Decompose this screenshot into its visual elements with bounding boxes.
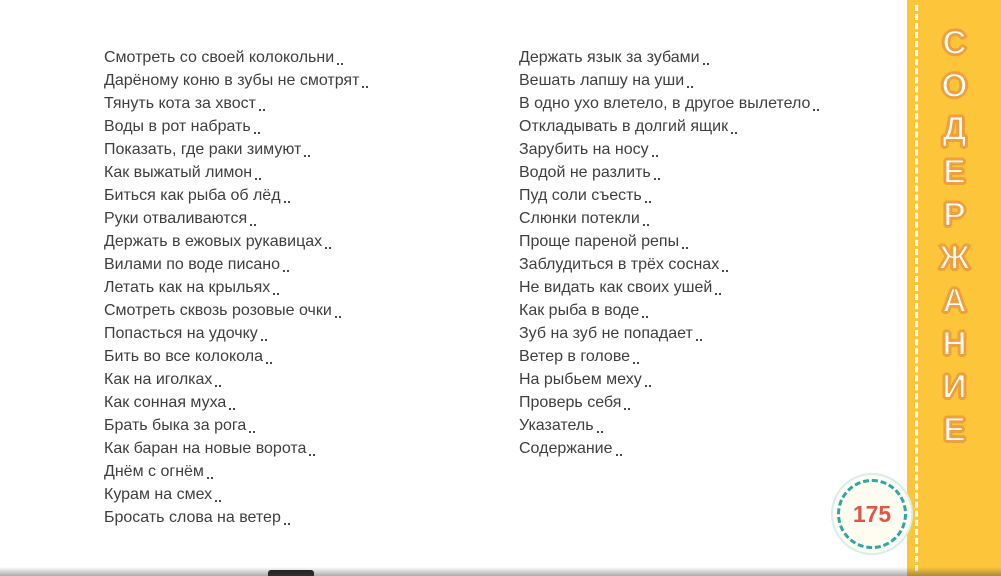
toc-entry bbox=[104, 184, 460, 207]
toc-entry-title: Воды в рот набрать bbox=[104, 118, 251, 135]
toc-entry-page bbox=[293, 506, 460, 529]
dot-leader bbox=[304, 155, 310, 157]
dot-leader bbox=[283, 270, 289, 272]
toc-entry-title: Показать, где раки зимуют bbox=[104, 141, 302, 158]
toc-entry-title: Проверь себя bbox=[519, 394, 622, 411]
dot-leader bbox=[250, 224, 256, 226]
dot-leader bbox=[645, 385, 651, 387]
dot-leader bbox=[259, 109, 265, 111]
dot-leader bbox=[633, 362, 639, 364]
dot-leader bbox=[261, 339, 267, 341]
dot-leader bbox=[337, 63, 343, 65]
toc-entry-title: Вилами по воде писано bbox=[104, 256, 281, 273]
toc-entry-title: Как сонная муха bbox=[104, 394, 227, 411]
toc-entry bbox=[104, 391, 460, 414]
stitch-line bbox=[915, 5, 918, 571]
toc-entry bbox=[519, 207, 859, 230]
toc-entry-title: Биться как рыба об лёд bbox=[104, 187, 281, 204]
toc-entry-page bbox=[258, 414, 460, 437]
toc-entry bbox=[104, 414, 460, 437]
toc-entry bbox=[104, 506, 460, 529]
toc-entry-page bbox=[661, 138, 859, 161]
dot-leader bbox=[215, 385, 221, 387]
dot-leader bbox=[284, 201, 290, 203]
toc-entry bbox=[519, 92, 859, 115]
toc-entry-title: Курам на смех bbox=[104, 486, 213, 503]
toc-entry bbox=[104, 161, 460, 184]
toc-entry-page bbox=[238, 391, 460, 414]
dot-leader bbox=[731, 132, 737, 134]
dot-leader bbox=[813, 109, 819, 111]
toc-entry-title: Зарубить на носу bbox=[519, 141, 649, 158]
toc-entry-page bbox=[691, 230, 859, 253]
dot-leader bbox=[309, 454, 315, 456]
toc-entry-page bbox=[663, 161, 859, 184]
toc-entry bbox=[519, 368, 859, 391]
toc-entry-title: Бить во все колокола bbox=[104, 348, 263, 365]
page-bottom-shadow bbox=[0, 567, 1001, 576]
dot-leader bbox=[652, 155, 658, 157]
toc-entry-page bbox=[216, 460, 460, 483]
toc-entry bbox=[104, 368, 460, 391]
toc-entry-page bbox=[642, 345, 859, 368]
toc-entry-page bbox=[633, 391, 859, 414]
dot-leader bbox=[273, 293, 279, 295]
toc-entry bbox=[104, 276, 460, 299]
dot-leader bbox=[687, 86, 693, 88]
toc-entry bbox=[104, 69, 460, 92]
toc-entry bbox=[104, 207, 460, 230]
toc-entry bbox=[104, 46, 460, 69]
toc-entry-page bbox=[263, 115, 460, 138]
toc-entry bbox=[104, 322, 460, 345]
toc-entry bbox=[519, 322, 859, 345]
dot-leader bbox=[249, 431, 255, 433]
toc-entry-page bbox=[313, 138, 460, 161]
toc-entry bbox=[519, 345, 859, 368]
toc-entry bbox=[519, 437, 859, 460]
toc-entry-title: Содержание bbox=[519, 440, 613, 457]
toc-entry bbox=[104, 115, 460, 138]
dot-leader bbox=[207, 477, 213, 479]
toc-entry-page bbox=[654, 368, 859, 391]
toc-entry bbox=[519, 184, 859, 207]
toc-entry-page bbox=[224, 368, 460, 391]
dot-leader bbox=[645, 201, 651, 203]
toc-entry-title: Как баран на новые ворота bbox=[104, 440, 307, 457]
dot-leader bbox=[682, 247, 688, 249]
toc-entry-page bbox=[652, 207, 859, 230]
toc-entry-title: Дарёному коню в зубы не смотрят bbox=[104, 72, 360, 89]
dot-leader bbox=[643, 224, 649, 226]
toc-entry-title: Пуд соли съесть bbox=[519, 187, 642, 204]
toc-entry bbox=[104, 437, 460, 460]
toc-entry-title: Держать язык за зубами bbox=[519, 49, 700, 66]
toc-entry-page bbox=[731, 253, 859, 276]
toc-entry-page bbox=[334, 230, 460, 253]
toc-entry-title: Заблудиться в трёх соснах bbox=[519, 256, 720, 273]
dot-leader bbox=[335, 316, 341, 318]
dot-leader bbox=[325, 247, 331, 249]
toc-entry bbox=[519, 253, 859, 276]
toc-entry bbox=[519, 138, 859, 161]
toc-entry bbox=[104, 138, 460, 161]
toc-entry-page bbox=[606, 414, 859, 437]
toc-entry-title: Слюнки потекли bbox=[519, 210, 640, 227]
toc-entry-page bbox=[318, 437, 460, 460]
dot-leader bbox=[703, 63, 709, 65]
toc-entry bbox=[104, 345, 460, 368]
toc-entry-title: Бросать слова на ветер bbox=[104, 509, 281, 526]
toc-entry-title: Летать как на крыльях bbox=[104, 279, 271, 296]
toc-entry-page bbox=[270, 322, 460, 345]
toc-entry-title: Зуб на зуб не попадает bbox=[519, 325, 693, 342]
toc-entry-page bbox=[696, 69, 859, 92]
toc-entry-title: Указатель bbox=[519, 417, 594, 434]
toc-entry bbox=[104, 299, 460, 322]
toc-entry-title: Как рыба в воде bbox=[519, 302, 640, 319]
toc-entry-page bbox=[224, 483, 460, 506]
toc-entry bbox=[104, 253, 460, 276]
toc-entry bbox=[519, 391, 859, 414]
dot-leader bbox=[229, 408, 235, 410]
toc-entry-page bbox=[275, 345, 460, 368]
toc-entry-page bbox=[259, 207, 460, 230]
toc-entry bbox=[104, 230, 460, 253]
toc-entry-title: Попасться на удочку bbox=[104, 325, 258, 342]
dot-leader bbox=[266, 362, 272, 364]
toc-entry-page bbox=[344, 299, 460, 322]
toc-entry-page bbox=[282, 276, 460, 299]
toc-entry-title: Вешать лапшу на уши bbox=[519, 72, 685, 89]
dot-leader bbox=[284, 523, 290, 525]
dot-leader bbox=[215, 500, 221, 502]
toc-entry-title: В одно ухо влетело, в другое вылетело bbox=[519, 95, 811, 112]
toc-entry-title: Не видать как своих ушей bbox=[519, 279, 713, 296]
dot-leader bbox=[616, 454, 622, 456]
toc-entry-title: На рыбьем меху bbox=[519, 371, 642, 388]
toc-entry-title: Смотреть сквозь розовые очки bbox=[104, 302, 332, 319]
toc-entry-title: Водой не разлить bbox=[519, 164, 651, 181]
toc-entry-page bbox=[268, 92, 460, 115]
toc-entry-title: Как выжатый лимон bbox=[104, 164, 253, 181]
dot-leader bbox=[624, 408, 630, 410]
dot-leader bbox=[722, 270, 728, 272]
toc-entry bbox=[104, 483, 460, 506]
toc-entry-title: Тянуть кота за хвост bbox=[104, 95, 256, 112]
toc-entry-page bbox=[654, 184, 859, 207]
dot-leader bbox=[715, 293, 721, 295]
toc-entry-title: Проще пареной репы bbox=[519, 233, 680, 250]
toc-entry-title: Смотреть со своей колокольни bbox=[104, 49, 335, 66]
toc-entry-page bbox=[712, 46, 859, 69]
toc-entry bbox=[519, 115, 859, 138]
toc-entry-page bbox=[822, 92, 859, 115]
toc-entry bbox=[519, 414, 859, 437]
dot-leader bbox=[255, 178, 261, 180]
toc-entry-title: Откладывать в долгий ящик bbox=[519, 118, 729, 135]
toc-entry-page bbox=[740, 115, 859, 138]
toc-entry-page bbox=[625, 437, 859, 460]
toc-entry-title: Руки отваливаются bbox=[104, 210, 248, 227]
dot-leader bbox=[597, 431, 603, 433]
chapter-tab bbox=[907, 0, 1001, 576]
toc-column-left bbox=[104, 46, 460, 529]
toc-entry-page bbox=[651, 299, 859, 322]
toc-entry bbox=[519, 299, 859, 322]
toc-entry-title: Ветер в голове bbox=[519, 348, 631, 365]
dot-leader bbox=[254, 132, 260, 134]
toc-entry-page bbox=[292, 253, 460, 276]
toc-entry-page bbox=[346, 46, 460, 69]
toc-entry-title: Брать быка за рога bbox=[104, 417, 247, 434]
toc-entry bbox=[104, 460, 460, 483]
toc-entry bbox=[519, 69, 859, 92]
dot-leader bbox=[696, 339, 702, 341]
toc-entry-page bbox=[264, 161, 460, 184]
toc-entry bbox=[104, 92, 460, 115]
page-number-badge bbox=[837, 479, 907, 549]
toc-entry-page bbox=[371, 69, 460, 92]
toc-entry-page bbox=[724, 276, 859, 299]
toc-entry-title: Днём с огнём bbox=[104, 463, 204, 480]
book-spine-mark bbox=[268, 570, 314, 576]
dot-leader bbox=[362, 86, 368, 88]
page-number: 175 bbox=[852, 500, 892, 527]
toc-entry bbox=[519, 161, 859, 184]
toc-entry-page bbox=[705, 322, 859, 345]
toc-entry bbox=[519, 276, 859, 299]
toc-entry-title: Как на иголках bbox=[104, 371, 213, 388]
dot-leader bbox=[642, 316, 648, 318]
dot-leader bbox=[654, 178, 660, 180]
toc-entry bbox=[519, 230, 859, 253]
toc-entry bbox=[519, 46, 859, 69]
tab-title: СОДЕРЖАНИЕ bbox=[935, 24, 974, 454]
toc-entry-page bbox=[293, 184, 460, 207]
toc-entry-title: Держать в ежовых рукавицах bbox=[104, 233, 323, 250]
toc-column-right bbox=[519, 46, 859, 460]
